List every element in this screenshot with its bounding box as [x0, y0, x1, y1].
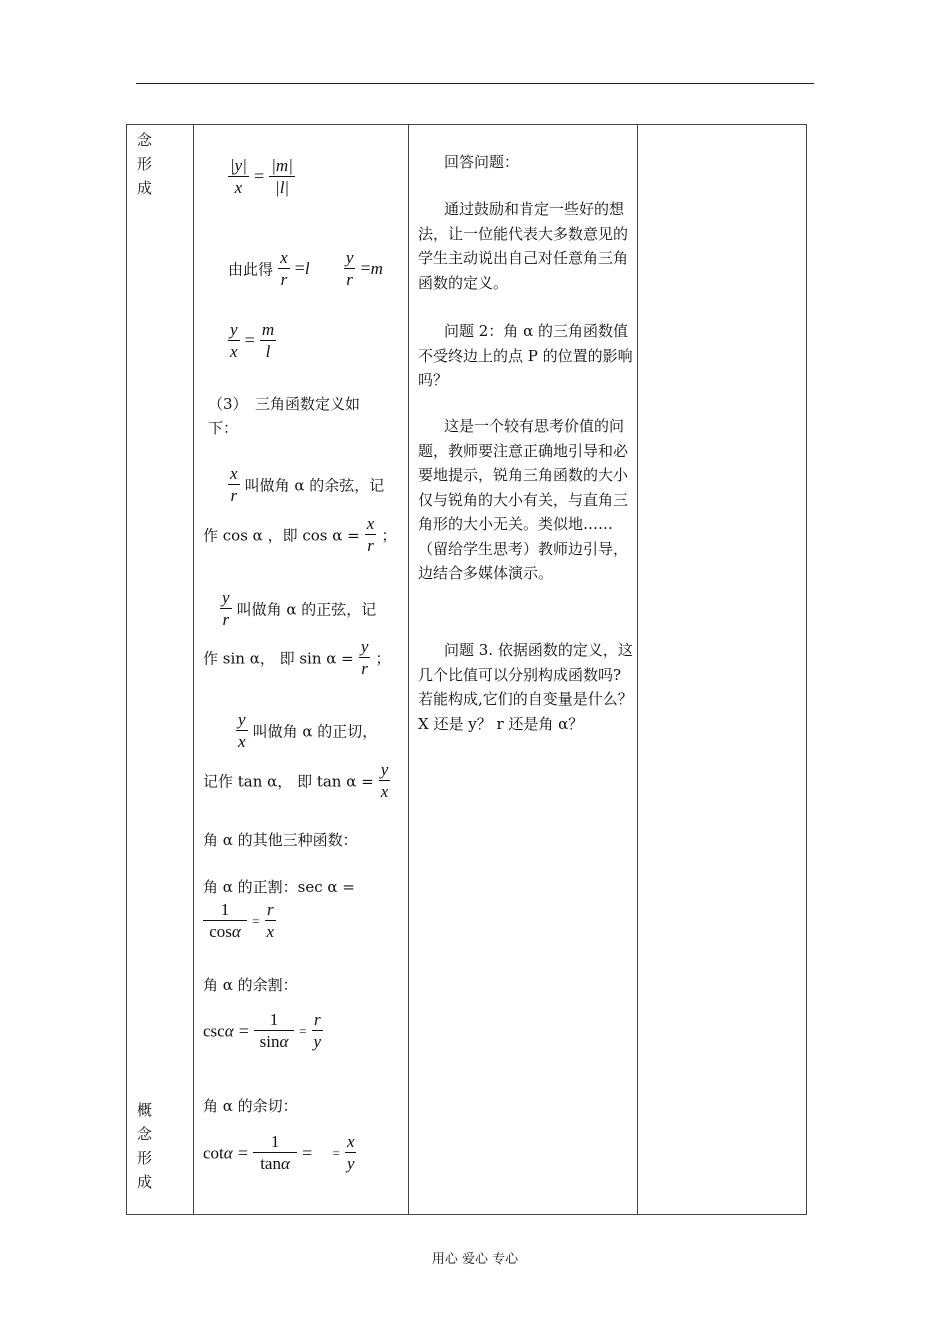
side-char: 概	[137, 1101, 153, 1119]
answer-question: 回答问题：	[444, 153, 520, 171]
sin-def-text2: 作 sin α， 即 sin α =	[203, 649, 354, 668]
column-divider	[193, 125, 194, 1214]
formula-abs-ratio: $\frac{|y|}{x}$ = $\frac{|m|}{|l|}$	[230, 156, 293, 197]
side-char: 形	[137, 1149, 153, 1167]
tan-def-text2: 记作 tan α， 即 tan α =	[203, 772, 374, 791]
question-3: 问题 3. 依据函数的定义，这几个比值可以分别构成函数吗?若能构成,它们的自变量是什么？ X 还是 y？ r 还是角 α？	[418, 641, 633, 733]
formula-y-over-x: $\frac{y}{x}$ = $\frac{m}{l}$	[230, 320, 275, 361]
header-rule	[136, 83, 814, 84]
tan-definition-line2: 记作 tan α， 即 tan α = $\frac{y}{x}$	[203, 760, 389, 801]
side-char: 成	[137, 1173, 153, 1191]
side-char: 念	[137, 1125, 153, 1143]
side-char: 成	[137, 179, 153, 197]
question-2: 问题 2：角 α 的三角函数值不受终边上的点 P 的位置的影响吗？	[418, 322, 633, 389]
sec-formula: $\frac{1}{\cos\alpha}$ = $\frac{r}{x}$	[203, 900, 276, 943]
page-footer: 用心 爱心 专心	[431, 1252, 519, 1267]
side-char: 念	[137, 131, 153, 149]
sin-def-text: 叫做角 α 的正弦，记	[236, 600, 377, 619]
formula-derive: 由此得 $\frac{x}{r}$ =l $\frac{y}{r}$ =m	[228, 248, 383, 289]
column-divider	[637, 125, 638, 1214]
cot-label: 角 α 的余切：	[203, 1097, 298, 1115]
definition-heading: （3） 三角函数定义如下：	[208, 395, 361, 437]
sin-definition-line1: $\frac{y}{r}$ 叫做角 α 的正弦，记	[222, 588, 377, 629]
cos-def-text: 叫做角 α 的余弦，记	[244, 476, 385, 495]
paragraph-guidance: 这是一个较有思考价值的问题，教师要注意正确地引导和必要地提示，锐角三角函数的大小仅与锐角的大小有关，与直角三角形的大小无关。类似地……（留给学生思考）教师边引导，边结合多媒体演示。	[418, 417, 629, 582]
sec-label: 角 α 的正割：sec α =	[203, 878, 355, 896]
cot-formula: cotα = $\frac{1}{\tan\alpha}$ = = $\frac{x}{y}$	[203, 1132, 355, 1173]
cos-definition-line1: $\frac{x}{r}$ 叫做角 α 的余弦，记	[230, 464, 385, 505]
derive-prefix: 由此得	[228, 260, 274, 279]
other-three-heading: 角 α 的其他三种函数：	[203, 831, 358, 849]
side-char: 形	[137, 155, 153, 173]
paragraph-encourage: 通过鼓励和肯定一些好的想法，让一位能代表大多数意见的学生主动说出自己对任意角三角函数的定义。	[418, 200, 629, 292]
side-label-top	[137, 128, 155, 200]
tan-definition-line1: $\frac{y}{x}$ 叫做角 α 的正切，	[238, 710, 378, 751]
column-divider	[408, 125, 409, 1214]
csc-label: 角 α 的余割：	[203, 976, 298, 994]
sin-definition-line2: 作 sin α， 即 sin α = $\frac{y}{r}$ ；	[203, 637, 391, 678]
cos-definition-line2: 作 cos α ，即 cos α = $\frac{x}{r}$ ；	[203, 514, 397, 555]
csc-formula: cscα = $\frac{1}{\sin\alpha}$ = $\frac{r}{y}$	[203, 1010, 322, 1051]
tan-def-text: 叫做角 α 的正切，	[252, 722, 378, 741]
cos-def-text2: 作 cos α ，即 cos α =	[203, 526, 360, 545]
side-label-bottom	[137, 1098, 155, 1194]
